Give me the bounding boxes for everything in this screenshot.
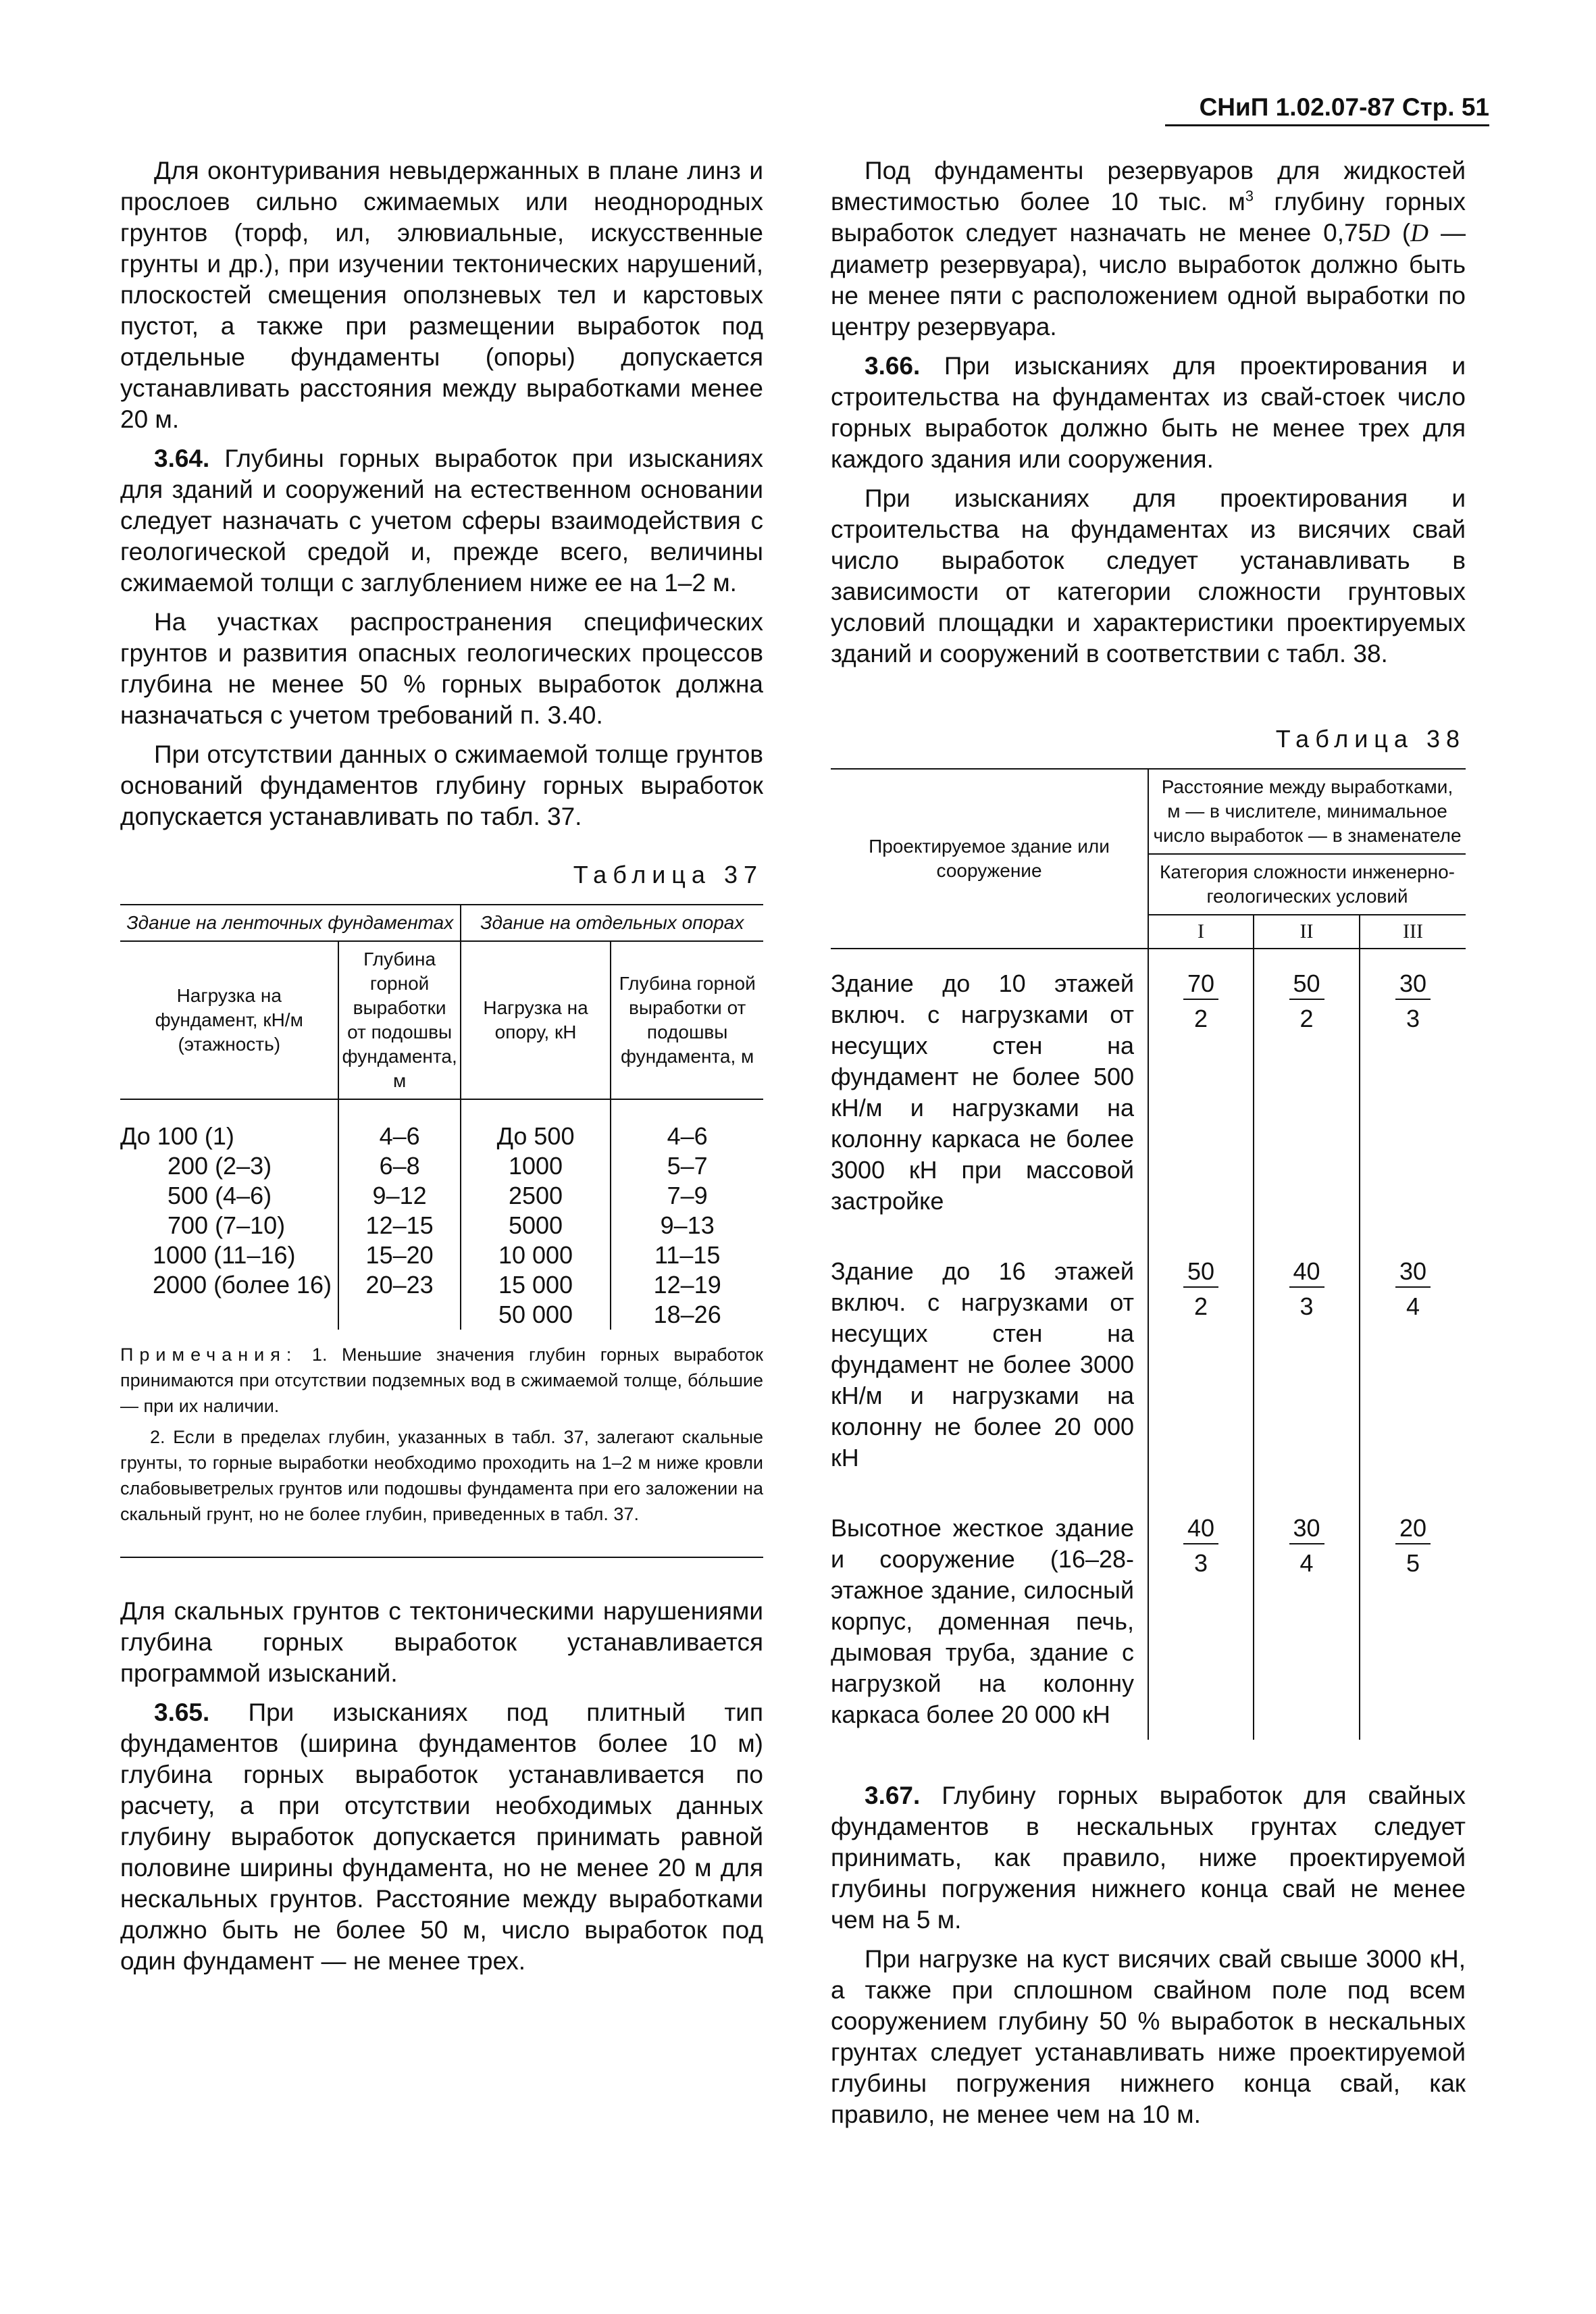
table-row [120, 1151, 763, 1181]
note-1 [120, 1342, 763, 1419]
table-cell: 4–6 [611, 1099, 763, 1151]
table-row [120, 1099, 763, 1151]
clause-number: 3.67. [865, 1782, 921, 1809]
fraction-cell [1254, 1494, 1360, 1740]
fraction-numerator: 40 [1289, 1257, 1324, 1288]
fraction-denominator: 4 [1299, 1549, 1314, 1577]
fraction-cell [1360, 1237, 1466, 1494]
table-group-header: Здание на ленточных фундаментах [120, 905, 461, 941]
fraction-numerator: 50 [1289, 969, 1324, 1000]
fraction-denominator: 2 [1299, 1005, 1314, 1032]
table-cell: 4–6 [338, 1099, 460, 1151]
fraction-denominator: 3 [1194, 1549, 1208, 1577]
fraction-numerator: 70 [1183, 969, 1218, 1000]
fraction-cell [1148, 1237, 1254, 1494]
paragraph-3-65 [120, 1697, 763, 1977]
table-38 [831, 768, 1466, 1740]
fraction-numerator: 50 [1183, 1257, 1218, 1288]
left-column [120, 155, 763, 1985]
category-header: I [1148, 915, 1254, 949]
fraction-denominator: 2 [1194, 1005, 1208, 1032]
paragraph: Для скальных грунтов с тектоническими нарушениями глубина горных выработок устанавливается программой изысканий. [120, 1597, 763, 1687]
table-column-header: Проектируемое здание или сооружение [831, 769, 1148, 949]
clause-number: 3.66. [865, 352, 921, 380]
spacer [831, 1740, 1466, 1780]
table-cell: 9–13 [611, 1211, 763, 1240]
fraction-denominator: 3 [1299, 1292, 1314, 1320]
text-run: Под фундаменты резервуаров для жидкостей вместимостью более 10 тыс. м [831, 157, 1466, 216]
table-cell: 500 (4–6) [168, 1182, 272, 1209]
table-column-header: Нагрузка на фундамент, кН/м (этажность) [120, 941, 338, 1099]
table-cell: Высотное жесткое здание и сооружение (16–28-этажное здание, силосный корпус, доменная печь, дымовая труба, здание с нагрузкой на колонну каркаса более 20 000 кН [831, 1514, 1135, 1728]
fraction-denominator: 4 [1406, 1292, 1420, 1320]
table-caption: Таблица 37 [573, 861, 763, 888]
variable: D [1410, 220, 1428, 247]
table-cell: Здание до 10 этажей включ. с нагрузками от несущих стен на фундамент не более 500 кН/м и нагрузками на колонну каркаса не более 3000 кН при массовой застройке [831, 970, 1135, 1215]
paragraph: При изысканиях для проектирования и строительства на фундаментах из висячих свай число выработок следует устанавливать в зависимости от категории сложности грунтовых условий площадки и характеристики проектируемых зданий и сооружений в соответствии с табл. 38. [831, 484, 1466, 668]
table-notes [120, 1342, 763, 1527]
table-cell: 50 000 [461, 1300, 611, 1330]
fraction-denominator: 5 [1406, 1549, 1420, 1577]
table-cell: 1000 [461, 1151, 611, 1181]
fraction-numerator: 40 [1183, 1513, 1218, 1544]
paragraph: Для оконтуривания невыдержанных в плане линз и прослоев сильно сжимаемых или неоднородных грунтов (торф, ил, элювиальные, искусственные грунты и др.), при изучении тектонических нарушений, плоскостей смещения оползневых тел и карстовых пустот, а также при размещении выработок под отдельные фундаменты (опоры) допускается устанавливать расстояния между выработками менее 20 м. [120, 157, 763, 433]
table-cell: Здание до 16 этажей включ. с нагрузками от несущих стен на фундамент не более 3000 кН/м и нагрузками на колонну не более 20 000 кН [831, 1257, 1135, 1472]
clause-number: 3.65. [154, 1699, 210, 1726]
table-cell [120, 1300, 338, 1330]
table-column-header: Глубина горной выработки от подошвы фундамента, м [611, 941, 763, 1099]
fraction-numerator: 20 [1395, 1513, 1431, 1544]
table-row [120, 1300, 763, 1330]
page-header: СНиП 1.02.07-87 Стр. 51 [1165, 93, 1489, 126]
paragraph-text: При изысканиях для проектирования и строительства на фундаментах из свай-стоек число горных выработок должно быть не менее трех для каждого здания или сооружения. [831, 352, 1466, 473]
table-cell: 11–15 [611, 1240, 763, 1270]
fraction-cell [1148, 949, 1254, 1237]
fraction-cell [1148, 1494, 1254, 1740]
table-cell: 700 (7–10) [168, 1211, 286, 1239]
fraction-numerator: 30 [1395, 969, 1431, 1000]
table-column-header: Категория сложности инженерно-геологических условий [1148, 854, 1466, 915]
fraction-denominator: 3 [1406, 1005, 1420, 1032]
table-cell [338, 1300, 460, 1330]
fraction-cell [1254, 1237, 1360, 1494]
paragraph-text: Глубины горных выработок при изысканиях для зданий и сооружений на естественном основании следует назначать с учетом сферы взаимодействия с геологической средой и, прежде всего, величины сжимаемой толщи с заглублением ниже ее на 1–2 м. [120, 445, 764, 597]
paragraph-tanks [831, 155, 1466, 343]
paragraph-3-66 [831, 351, 1466, 475]
paragraph-text: Глубину горных выработок для свайных фундаментов в нескальных грунтах следует принимать, как правило, ниже проектируемой глубины погружения нижнего конца свай не менее чем на 5 м. [831, 1782, 1466, 1934]
category-header: III [1360, 915, 1466, 949]
table-cell: 2000 (более 16) [153, 1271, 332, 1299]
table-caption: Таблица 38 [1275, 725, 1466, 753]
table-row [120, 1240, 763, 1270]
table-group-header: Здание на отдельных опорах [461, 905, 763, 941]
paragraph: При нагрузке на куст висячих свай свыше 3000 кН, а также при сплошном свайном поле под всем сооружением глубину 50 % выработок в нескальных грунтах следует устанавливать ниже проектируемой глубины погружения нижнего конца свай, как правило, не менее чем на 10 м. [831, 1945, 1466, 2128]
table-row [120, 1270, 763, 1300]
note-2: 2. Если в пределах глубин, указанных в табл. 37, залегают скальные грунты, то горные выработки необходимо проходить на 1–2 м ниже кровли слабовыветрелых грунтов или подошвы фундамента при его заложении на скальный грунт, но не более глубин, приведенных в табл. 37. [120, 1427, 763, 1524]
fraction-cell [1254, 949, 1360, 1237]
fraction-cell [1360, 949, 1466, 1237]
table-cell: 10 000 [461, 1240, 611, 1270]
paragraph-text: При изысканиях под плитный тип фундаментов (ширина фундаментов более 10 м) глубина горных выработок устанавливается по расчету, а при отсутствии необходимых данных глубину выработок допускается принимать равной половине ширины фундамента, но не менее 20 м для нескальных грунтов. Расстояние между выработками должно быть не более 50 м, число выработок под один фундамент — не менее трех. [120, 1699, 764, 1975]
table-cell: 2500 [461, 1181, 611, 1211]
table-cell: До 500 [461, 1099, 611, 1151]
table-row [831, 949, 1466, 1237]
table-column-header: Нагрузка на опору, кН [461, 941, 611, 1099]
table-row [120, 1211, 763, 1240]
text-run: — диаметр резервуара), число выработок должно быть не менее пяти с расположением одной выработки по центру резервуара. [831, 219, 1466, 341]
table-row [831, 1237, 1466, 1494]
table-cell: 6–8 [338, 1151, 460, 1181]
paragraph: При отсутствии данных о сжимаемой толще грунтов оснований фундаментов глубину горных выработок допускается устанавливать по табл. 37. [120, 740, 763, 830]
table-row [831, 1494, 1466, 1740]
fraction-numerator: 30 [1395, 1257, 1431, 1288]
text-run: глубину горных выработок следует назначать не менее 0,75 [831, 188, 1466, 247]
table-row [120, 1181, 763, 1211]
notes-label: Примечания: [120, 1344, 298, 1365]
table-cell: 5000 [461, 1211, 611, 1240]
category-header: II [1254, 915, 1360, 949]
table-cell: 18–26 [611, 1300, 763, 1330]
fraction-cell [1360, 1494, 1466, 1740]
table-cell: 7–9 [611, 1181, 763, 1211]
variable: D [1372, 220, 1390, 247]
table-cell: 200 (2–3) [168, 1152, 272, 1180]
table-cell: 1000 (11–16) [153, 1241, 296, 1269]
right-column [831, 155, 1466, 2138]
superscript: 3 [1245, 187, 1254, 205]
table-cell: До 100 (1) [120, 1122, 234, 1150]
paragraph: На участках распространения специфических грунтов и развития опасных геологических процессов глубина не менее 50 % горных выработок должна назначаться с учетом требований п. 3.40. [120, 608, 763, 729]
paragraph-3-67 [831, 1780, 1466, 1936]
table-cell: 9–12 [338, 1181, 460, 1211]
table-cell: 15–20 [338, 1240, 460, 1270]
paragraph-3-64 [120, 443, 763, 599]
text-run: ( [1389, 219, 1411, 247]
fraction-numerator: 30 [1289, 1513, 1324, 1544]
fraction-denominator: 2 [1194, 1292, 1208, 1320]
table-cell: 20–23 [338, 1270, 460, 1300]
table-37 [120, 904, 763, 1330]
table-column-header: Глубина горной выработки от подошвы фундамента, м [338, 941, 460, 1099]
table-cell: 15 000 [461, 1270, 611, 1300]
divider [120, 1557, 763, 1558]
note-text: 1. Меньшие значения глубин горных выработок принимаются при отсутствии подземных вод в сжимаемой толще, бóльшие — при их наличии. [120, 1344, 763, 1416]
clause-number: 3.64. [154, 445, 210, 472]
table-cell: 5–7 [611, 1151, 763, 1181]
table-cell: 12–15 [338, 1211, 460, 1240]
table-cell: 12–19 [611, 1270, 763, 1300]
table-column-header: Расстояние между выработками, м — в числителе, минимальное число выработок — в знаменателе [1148, 769, 1466, 854]
